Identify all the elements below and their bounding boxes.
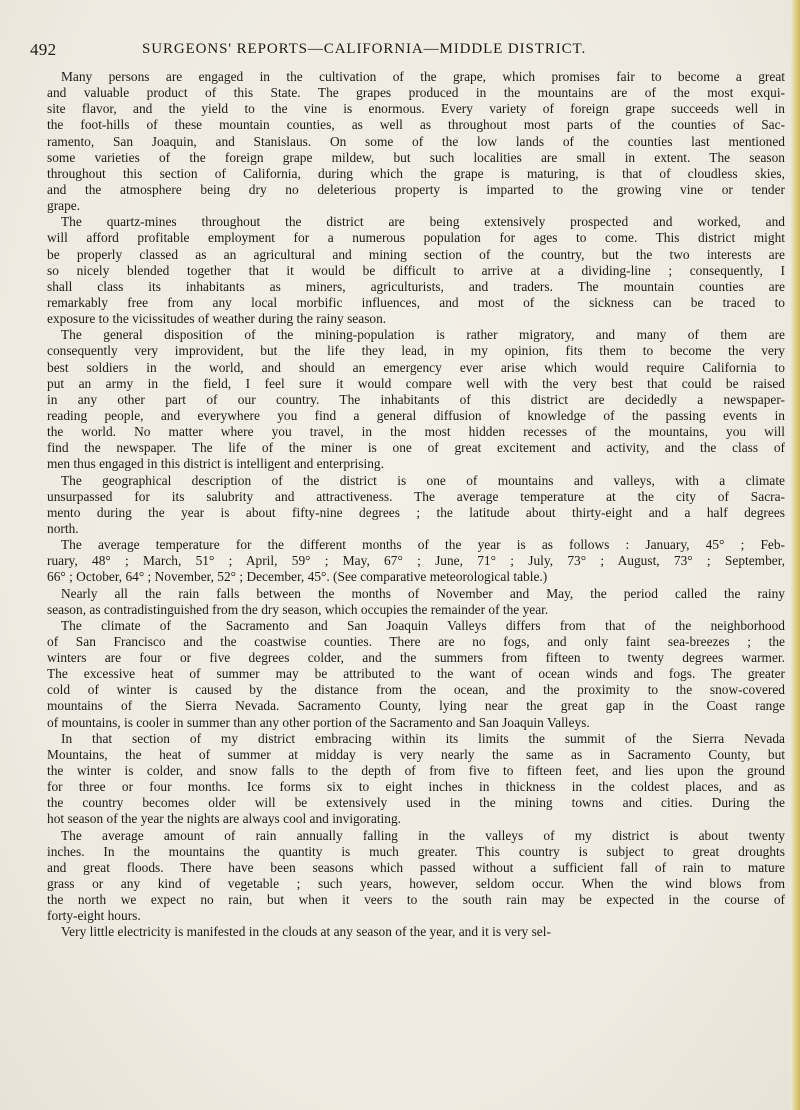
- text-line: of mountains, is cooler in summer than any other portion of the Sacramento and San Joaquin Valleys.: [47, 714, 590, 730]
- text-line: winters are four or five degrees colder, and the summers from fifteen to twenty degrees warmer.: [47, 650, 785, 666]
- text-line: of San Francisco and the coastwise counties. There are no fogs, and only faint sea-breezes ; the: [47, 633, 785, 649]
- text-line: exposure to the vicissitudes of weather during the rainy season.: [47, 311, 387, 327]
- text-line: The average amount of rain annually falling in the valleys of my district is about twenty: [61, 827, 785, 843]
- text-line: The climate of the Sacramento and San Joaquin Valleys differs from that of the neighborhood: [61, 617, 785, 633]
- text-line: so nicely blended together that it would be difficult to arrive at a dividing-line ; consequently, I: [47, 262, 785, 278]
- text-line: grass or any kind of vegetable ; such years, however, seldom occur. When the wind blows from: [47, 876, 785, 892]
- text-line: find the newspaper. The life of the miner is one of great excitement and activity, and the class of: [47, 440, 785, 456]
- body-text: [47, 69, 785, 941]
- text-line: be properly classed as an agricultural and mining section of the country, but the two interests are: [47, 246, 785, 262]
- text-line: ruary, 48° ; March, 51° ; April, 59° ; May, 67° ; June, 71° ; July, 73° ; August, 73° ; September,: [47, 553, 785, 569]
- text-line: and great floods. There have been seasons which passed without a sufficient fall of rain to mature: [47, 859, 785, 875]
- text-line: the north we expect no rain, but when it veers to the south rain may be expected in the course of: [47, 892, 785, 908]
- text-line: hot season of the year the nights are always cool and invigorating.: [47, 811, 402, 827]
- text-line: reading people, and everywhere you find a general diffusion of knowledge of the passing events in: [47, 407, 785, 423]
- text-line: The quartz-mines throughout the district are being extensively prospected and worked, and: [61, 214, 785, 230]
- text-line: some varieties of the foreign grape mildew, but such localities are small in extent. The season: [47, 149, 785, 165]
- running-head: SURGEONS' REPORTS—CALIFORNIA—MIDDLE DISTRICT.: [142, 41, 587, 57]
- text-line: the world. No matter where you travel, in the most hidden recesses of the mountains, you will: [47, 424, 785, 440]
- text-line: remarkably free from any local morbific influences, and most of the sickness can be traced to: [47, 294, 785, 310]
- text-line: mountains of the Sierra Nevada. Sacramento County, lying near the great gap in the Coast range: [47, 698, 785, 714]
- text-line: will afford profitable employment for a numerous population for ages to come. This district might: [47, 230, 785, 246]
- text-line: The geographical description of the district is one of mountains and valleys, with a climate: [61, 472, 785, 488]
- page-number: 492: [30, 40, 57, 59]
- text-line: best soldiers in the world, and should an emergency ever arise which would require California to: [47, 359, 785, 375]
- text-line: Mountains, the heat of summer at midday is very nearly the same as in Sacramento County, but: [47, 746, 785, 762]
- text-line: cold of winter is caused by the distance from the ocean, and the proximity to the snow-covered: [47, 682, 785, 698]
- text-line: in any other part of our country. The inhabitants of this district are decidedly a newspaper-: [47, 391, 785, 407]
- text-line: men thus engaged in this district is intelligent and enterprising.: [47, 456, 384, 472]
- text-line: Very little electricity is manifested in the clouds at any season of the year, and it is very sel-: [61, 924, 551, 940]
- text-line: Nearly all the rain falls between the months of November and May, the period called the rainy: [61, 585, 785, 601]
- text-line: In that section of my district embracing within its limits the summit of the Sierra Nevada: [61, 730, 785, 746]
- text-line: inches. In the mountains the quantity is much greater. This country is subject to great droughts: [47, 843, 785, 859]
- text-line: consequently very improvident, but the life they lead, in my opinion, fits them to become the very: [47, 343, 785, 359]
- text-line: grape.: [47, 198, 81, 214]
- paragraph: [47, 586, 785, 618]
- text-line: forty-eight hours.: [47, 908, 141, 924]
- text-line: the country becomes older will be extensively used in the mining towns and cities. During the: [47, 795, 785, 811]
- text-line: and valuable product of this State. The grapes produced in the mountains are of the most exqui-: [47, 85, 785, 101]
- text-line: site flavor, and the yield to the vine is enormous. Every variety of foreign grape succeeds well in: [47, 101, 785, 117]
- text-line: The general disposition of the mining-population is rather migratory, and many of them are: [61, 327, 785, 343]
- text-line: ramento, San Joaquin, and Stanislaus. On some of the low lands of the counties last mentioned: [47, 133, 785, 149]
- text-line: 66° ; October, 64° ; November, 52° ; December, 45°. (See comparative meteorological table.): [47, 569, 548, 585]
- text-line: unsurpassed for its salubrity and attractiveness. The average temperature at the city of Sacra-: [47, 488, 785, 504]
- paragraph: [47, 731, 785, 828]
- page-edge-stain: [790, 0, 800, 1110]
- paragraph: [47, 537, 785, 585]
- text-line: season, as contradistinguished from the dry season, which occupies the remainder of the year.: [47, 601, 549, 617]
- text-line: The excessive heat of summer may be attributed to the want of ocean winds and fogs. The greater: [47, 666, 785, 682]
- page-header: [30, 40, 770, 62]
- text-line: put an army in the field, I feel sure it would compare well with the very best that could be raised: [47, 375, 785, 391]
- paragraph: [47, 924, 785, 940]
- paragraph: [47, 327, 785, 472]
- paragraph: [47, 69, 785, 214]
- text-line: north.: [47, 520, 79, 536]
- paragraph: [47, 473, 785, 538]
- paragraph: [47, 214, 785, 327]
- text-line: the winter is colder, and snow falls to the depth of from five to fifteen feet, and lies upon the ground: [47, 763, 785, 779]
- text-line: the foot-hills of these mountain counties, as well as throughout most parts of the counties of Sac-: [47, 117, 785, 133]
- text-line: Many persons are engaged in the cultivation of the grape, which promises fair to become a great: [61, 69, 785, 84]
- paragraph: [47, 618, 785, 731]
- paragraph: [47, 828, 785, 925]
- text-line: throughout this section of California, during which the grape is maturing, is that of cloudless skies,: [47, 165, 785, 181]
- text-line: shall class its inhabitants as miners, agriculturists, and traders. The mountain counties are: [47, 278, 785, 294]
- text-line: The average temperature for the different months of the year is as follows : January, 45° ; Feb-: [61, 537, 785, 553]
- text-line: mento during the year is about fifty-nine degrees ; the latitude about thirty-eight and a half degrees: [47, 504, 785, 520]
- text-line: for three or four months. Ice forms six to eight inches in thickness in the coldest places, and as: [47, 779, 785, 795]
- text-line: and the atmosphere being dry no deleterious property is imparted to the growing vine or tender: [47, 181, 785, 197]
